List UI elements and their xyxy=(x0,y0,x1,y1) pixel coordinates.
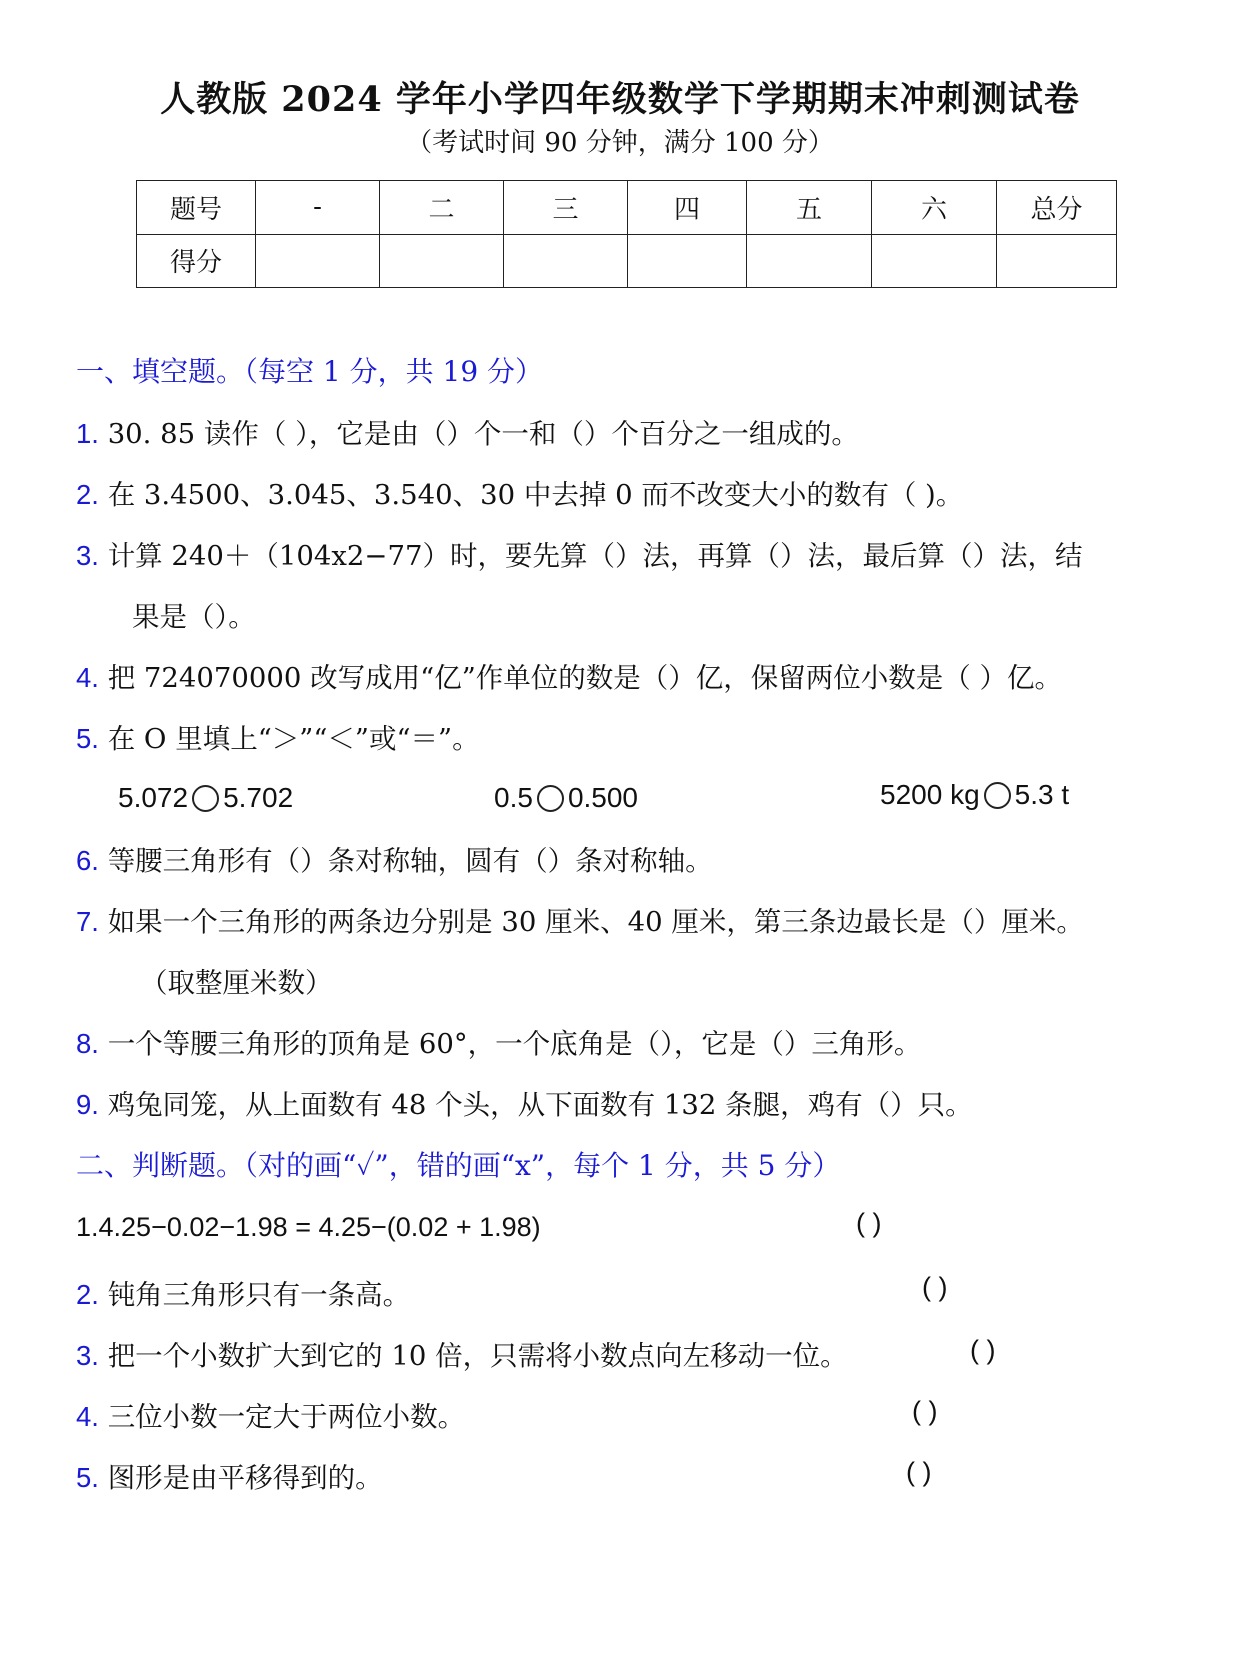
question-text: 把 724070000 改写成用“亿”作单位的数是（）亿，保留两位小数是（ ）亿。 xyxy=(107,662,1062,694)
score-cell[interactable] xyxy=(504,234,628,288)
question-number: 3. xyxy=(76,1340,99,1371)
question-text: 在 O 里填上“＞”“＜”或“＝”。 xyxy=(107,723,480,755)
question-number: 5. xyxy=(76,1462,99,1493)
question-3-continuation: 果是（）。 xyxy=(132,601,256,633)
judge-question-5 xyxy=(76,1455,383,1495)
question-text: 如果一个三角形的两条边分别是 30 厘米、40 厘米，第三条边最长是（）厘米。 xyxy=(107,906,1084,938)
question-9 xyxy=(76,1082,973,1122)
question-8 xyxy=(76,1021,921,1061)
question-text: 钝角三角形只有一条高。 xyxy=(107,1279,411,1311)
judge-question-1: 1.4.25−0.02−1.98 = 4.25−(0.02 + 1.98) xyxy=(76,1212,541,1242)
question-number: 9. xyxy=(76,1089,99,1120)
question-4 xyxy=(76,655,1062,695)
row-label: 得分 xyxy=(137,234,256,288)
header-cell: 六 xyxy=(872,181,997,235)
question-number: 4. xyxy=(76,1401,99,1432)
score-cell[interactable] xyxy=(628,234,747,288)
question-2 xyxy=(76,472,963,512)
answer-paren[interactable]: ( ) xyxy=(970,1335,996,1365)
score-table-score-row xyxy=(137,234,1117,288)
compare-left: 0.5 xyxy=(494,782,533,813)
question-text: 在 3.4500、3.045、3.540、30 中去掉 0 而不改变大小的数有（ )。 xyxy=(107,479,964,511)
judge-question-4 xyxy=(76,1394,465,1434)
compare-right: 5.702 xyxy=(223,782,294,813)
question-text: 一个等腰三角形的顶角是 60°，一个底角是（），它是（）三角形。 xyxy=(107,1028,922,1060)
question-number: 8. xyxy=(76,1028,99,1059)
compare-item xyxy=(880,779,1069,811)
answer-paren[interactable]: ( ) xyxy=(856,1208,882,1238)
judge-question-2 xyxy=(76,1272,410,1312)
header-cell: 三 xyxy=(504,181,628,235)
score-cell[interactable] xyxy=(872,234,997,288)
answer-paren[interactable]: ( ) xyxy=(912,1396,938,1426)
question-text: 计算 240＋（104x2−77）时，要先算（）法，再算（）法，最后算（）法，结 xyxy=(107,540,1083,572)
answer-paren[interactable]: ( ) xyxy=(906,1457,932,1487)
question-number: 4. xyxy=(76,662,99,693)
question-7 xyxy=(76,899,1084,939)
question-number: 5. xyxy=(76,723,99,754)
header-cell: 二 xyxy=(380,181,504,235)
question-text: 把一个小数扩大到它的 10 倍，只需将小数点向左移动一位。 xyxy=(107,1340,848,1372)
circle-icon[interactable] xyxy=(537,785,564,812)
compare-item xyxy=(118,782,293,814)
section1-heading: 一、填空题。（每空 1 分，共 19 分） xyxy=(76,355,544,388)
compare-item xyxy=(494,782,638,814)
question-6 xyxy=(76,838,713,878)
question-number: 7. xyxy=(76,906,99,937)
question-7-continuation: （取整厘米数） xyxy=(140,967,333,999)
circle-icon[interactable] xyxy=(984,782,1011,809)
score-cell[interactable] xyxy=(997,234,1117,288)
compare-left: 5200 kg xyxy=(880,779,980,810)
score-table xyxy=(136,180,1117,288)
page-title: 人教版 2024 学年小学四年级数学下学期期末冲刺测试卷 xyxy=(160,79,1080,120)
judge-question-3 xyxy=(76,1333,848,1373)
header-cell: 题号 xyxy=(137,181,256,235)
question-number: 3. xyxy=(76,540,99,571)
question-text: 鸡兔同笼，从上面数有 48 个头，从下面数有 132 条腿，鸡有（）只。 xyxy=(107,1089,973,1121)
question-number: 2. xyxy=(76,479,99,510)
compare-right: 5.3 t xyxy=(1014,779,1070,810)
question-number: 2. xyxy=(76,1279,99,1310)
header-cell: 五 xyxy=(747,181,872,235)
score-cell[interactable] xyxy=(256,234,380,288)
header-cell: 总分 xyxy=(997,181,1117,235)
question-3 xyxy=(76,533,1082,573)
score-cell[interactable] xyxy=(380,234,504,288)
question-text: 图形是由平移得到的。 xyxy=(107,1462,383,1494)
circle-icon[interactable] xyxy=(192,785,219,812)
question-number: 6. xyxy=(76,845,99,876)
score-table-header-row xyxy=(137,181,1117,235)
score-cell[interactable] xyxy=(747,234,872,288)
question-text: 30. 85 读作（ ），它是由（）个一和（）个百分之一组成的。 xyxy=(107,418,859,450)
question-1 xyxy=(76,411,859,451)
question-number: 1. xyxy=(76,418,99,449)
header-cell: - xyxy=(256,181,380,235)
question-5 xyxy=(76,716,480,756)
section2-heading: 二、判断题。（对的画“✓”，错的画“x”，每个 1 分，共 5 分） xyxy=(76,1149,841,1182)
question-text: 三位小数一定大于两位小数。 xyxy=(107,1401,466,1433)
question-text: 等腰三角形有（）条对称轴，圆有（）条对称轴。 xyxy=(107,845,713,877)
header-cell: 四 xyxy=(628,181,747,235)
answer-paren[interactable]: ( ) xyxy=(922,1272,948,1302)
compare-left: 5.072 xyxy=(118,782,189,813)
exam-subtitle: （考试时间 90 分钟，满分 100 分） xyxy=(406,128,834,158)
compare-right: 0.500 xyxy=(567,782,639,813)
